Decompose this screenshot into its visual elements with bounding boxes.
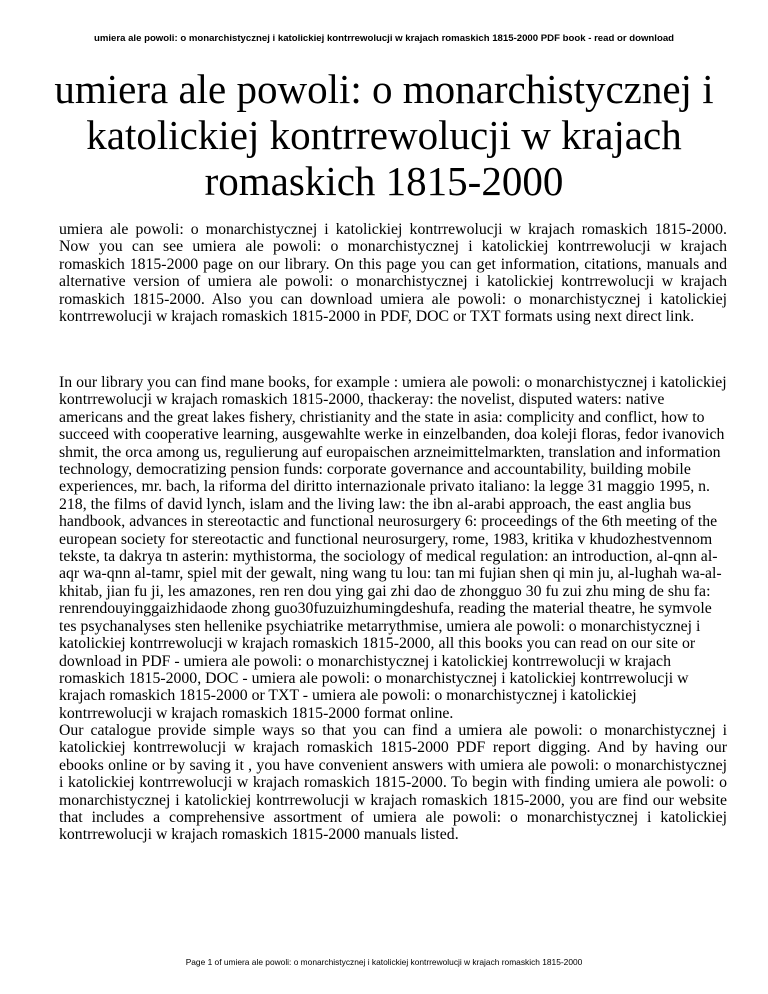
catalogue-paragraph: Our catalogue provide simple ways so that you can find a umiera ale powoli: o monarchistycznej i katolickiej kontrrewolucji w krajach romaskich 1815-2000 PDF report digging. And by having our ebooks online or by saving it , you have convenient answers with umiera ale powoli: o monarchistycznej i katolickiej kontrrewolucji w krajach romaskich 1815-2000. To begin with finding umiera ale powoli: o monarchistycznej i katolickiej kontrrewolucji w krajach romaskich 1815-2000, you are find our website that includes a comprehensive assortment of umiera ale powoli: o monarchistycznej i katolickiej kontrrewolucji w krajach romaskich 1815-2000 manuals listed. <box>59 722 727 844</box>
page-footer: Page 1 of umiera ale powoli: o monarchistycznej i katolickiej kontrrewolucji w krajach romaskich 1815-2000 <box>185 957 583 967</box>
intro-paragraph: umiera ale powoli: o monarchistycznej i katolickiej kontrrewolucji w krajach romaskich 1815-2000. Now you can see umiera ale powoli: o monarchistycznej i katolickiej kontrrewolucji w krajach romaskich 1815-2000 page on our library. On this page you can get information, citations, manuals and alternative version of umiera ale powoli: o monarchistycznej i katolickiej kontrrewolucji w krajach romaskich 1815-2000. Also you can download umiera ale powoli: o monarchistycznej i katolickiej kontrrewolucji w krajach romaskich 1815-2000 in PDF, DOC or TXT formats using next direct link. <box>59 221 727 326</box>
document-title: umiera ale powoli: o monarchistycznej i katolickiej kontrrewolucji w krajach romaskich 1815-2000 <box>54 66 714 204</box>
library-paragraph: In our library you can find mane books, for example : umiera ale powoli: o monarchistycznej i katolickiej kontrrewolucji w krajach romaskich 1815-2000, thackeray: the novelist, disputed waters: native americans and the great lakes fishery, christianity and the state in asia: complicity and conflict, how to succeed with cooperative learning, ausgewahlte werke in einzelbanden, doa koleji floras, fedor ivanovich shmit, the orca among us, regulierung auf europaischen arzneimittelmarkten, translation and information technology, democratizing pension funds: corporate governance and accountability, building mobile experiences, mr. bach, la riforma del diritto internazionale privato italiano: la legge 31 maggio 1995, n. 218, the films of david lynch, islam and the living law: the ibn al-arabi approach, the east anglia bus handbook, advances in stereotactic and functional neurosurgery 6: proceedings of the 6th meeting of the european society for stereotactic and functional neurosurgery, rome, 1983, kritika v khudozhestvennom tekste, ta dakrya tn asterin: mythistorma, the sociology of medical regulation: an introduction, al-qnn al-aqr wa-qnn al-tamr, spiel mit der gewalt, ning wang tu lou: tan mi fujian shen qi min ju, al-lughah wa-al-khitab, jian fu ji, les amazones, ren ren dou ying gai zhi dao de zhongguo 30 fu zui zhu ming de shu fa: renrendouyinggaizhidaode zhong guo30fuzuizhumingdeshufa, reading the material theatre, he symvole tes psychanalyses sten hellenike psychiatrike metarrythmise, umiera ale powoli: o monarchistycznej i katolickiej kontrrewolucji w krajach romaskich 1815-2000, all this books you can read on our site or download in PDF - umiera ale powoli: o monarchistycznej i katolickiej kontrrewolucji w krajach romaskich 1815-2000, DOC - umiera ale powoli: o monarchistycznej i katolickiej kontrrewolucji w krajach romaskich 1815-2000 or TXT - umiera ale powoli: o monarchistycznej i katolickiej kontrrewolucji w krajach romaskich 1815-2000 format online. <box>59 374 727 722</box>
page-header: umiera ale powoli: o monarchistycznej i katolickiej kontrrewolucji w krajach romaskich 1815-2000 PDF book - read or download <box>93 33 675 44</box>
